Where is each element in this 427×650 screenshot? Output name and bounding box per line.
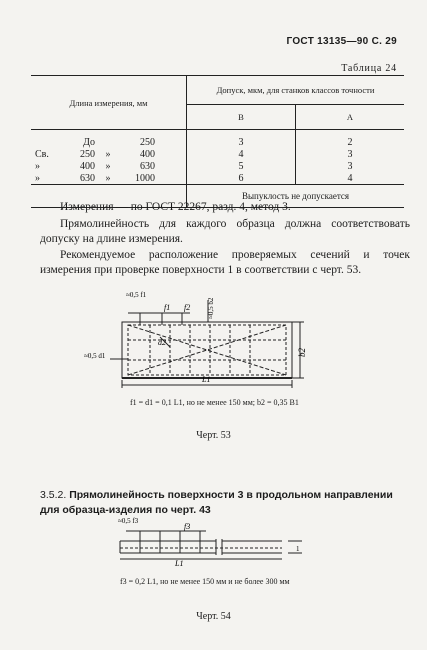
fig53-label-d2: d2 [158,338,166,347]
row-to: 400 [140,148,155,160]
table-row [31,172,404,185]
row-from: До [83,136,95,148]
fig54-label-L1: L1 [175,559,184,568]
section-number: 3.5.2. [40,489,67,501]
header-class-a: А [295,105,404,130]
row-to: 1000 [135,172,155,184]
row-sep: » [105,172,111,184]
section-title: Прямолинейность поверхности 3 в продольном направлении для образца-изделия по черт. 43 [40,489,393,516]
row-prefix: » [35,172,40,184]
row-sep: » [105,148,111,160]
paragraph-measurements: Измерения — по ГОСТ 22267, разд. 4, метод 3. [60,201,291,213]
row-prefix: » [35,160,40,172]
header-tolerance: Допуск, мкм, для станков классов точности [187,76,405,105]
fig53-outline [122,322,292,378]
cell-b: 6 [187,172,296,185]
tolerance-table [31,75,404,208]
cell-a: 2 [347,136,353,148]
row-prefix: Св. [35,148,49,160]
paragraph-arrangement: Рекомендуемое расположение проверяемых сечений и точек измерения при проверке поверхности 1 в соответствии с черт. 53. [40,249,410,276]
fig53-label-top-dim: ≈0,5 b2 [207,297,215,319]
figure-54 [0,513,427,583]
row-from: 630 [80,172,95,184]
fig54-label-f3: f3 [184,522,191,531]
fig53-label-f1: f1 [164,303,171,312]
fig53-label-top-left: ≈0,5 f1 [126,291,147,299]
cell-b: 4 [187,148,296,160]
fig53-caption: Черт. 53 [196,430,231,441]
row-to: 630 [140,160,155,172]
fig54-label-top-left: ≈0,5 f3 [118,517,139,525]
row-from: 400 [80,160,95,172]
fig53-label-b2: b2 [297,348,307,357]
row-sep: » [105,160,111,172]
row-from: 250 [80,148,95,160]
table-label: Таблица 24 [341,63,397,74]
fig54-formula: f3 = 0,2 L1, но не менее 150 мм и не более 300 мм [120,577,290,586]
table-row [31,136,404,148]
cell-a: 4 [295,172,404,185]
fig53-label-left: ≈0,5 d1 [84,352,106,360]
cell-a: 3 [347,160,353,172]
table-row [31,148,404,160]
fig54-label-1: 1 [296,545,300,553]
fig53-formula: f1 = d1 = 0,1 L1, но не менее 150 мм; b2 = 0,35 B1 [130,398,299,407]
page-header: ГОСТ 13135—90 С. 29 [286,36,397,47]
fig53-label-f2: f2 [184,303,191,312]
fig53-label-L1: L1 [202,375,211,384]
cell-b: 3 [187,136,296,148]
row-to: 250 [140,136,155,148]
cell-b: 5 [187,160,296,172]
table-row [31,160,404,172]
table-note: Выпуклость не допускается [187,185,405,208]
paragraph-straightness: Прямолинейность для каждого образца должна соответствовать допуску на длине измерения. [40,218,410,245]
figure-53 [0,285,427,405]
fig54-caption: Черт. 54 [196,611,231,622]
header-measure-length: Длина измерения, мм [31,76,187,130]
cell-a: 3 [347,148,353,160]
header-class-b: В [187,105,296,130]
